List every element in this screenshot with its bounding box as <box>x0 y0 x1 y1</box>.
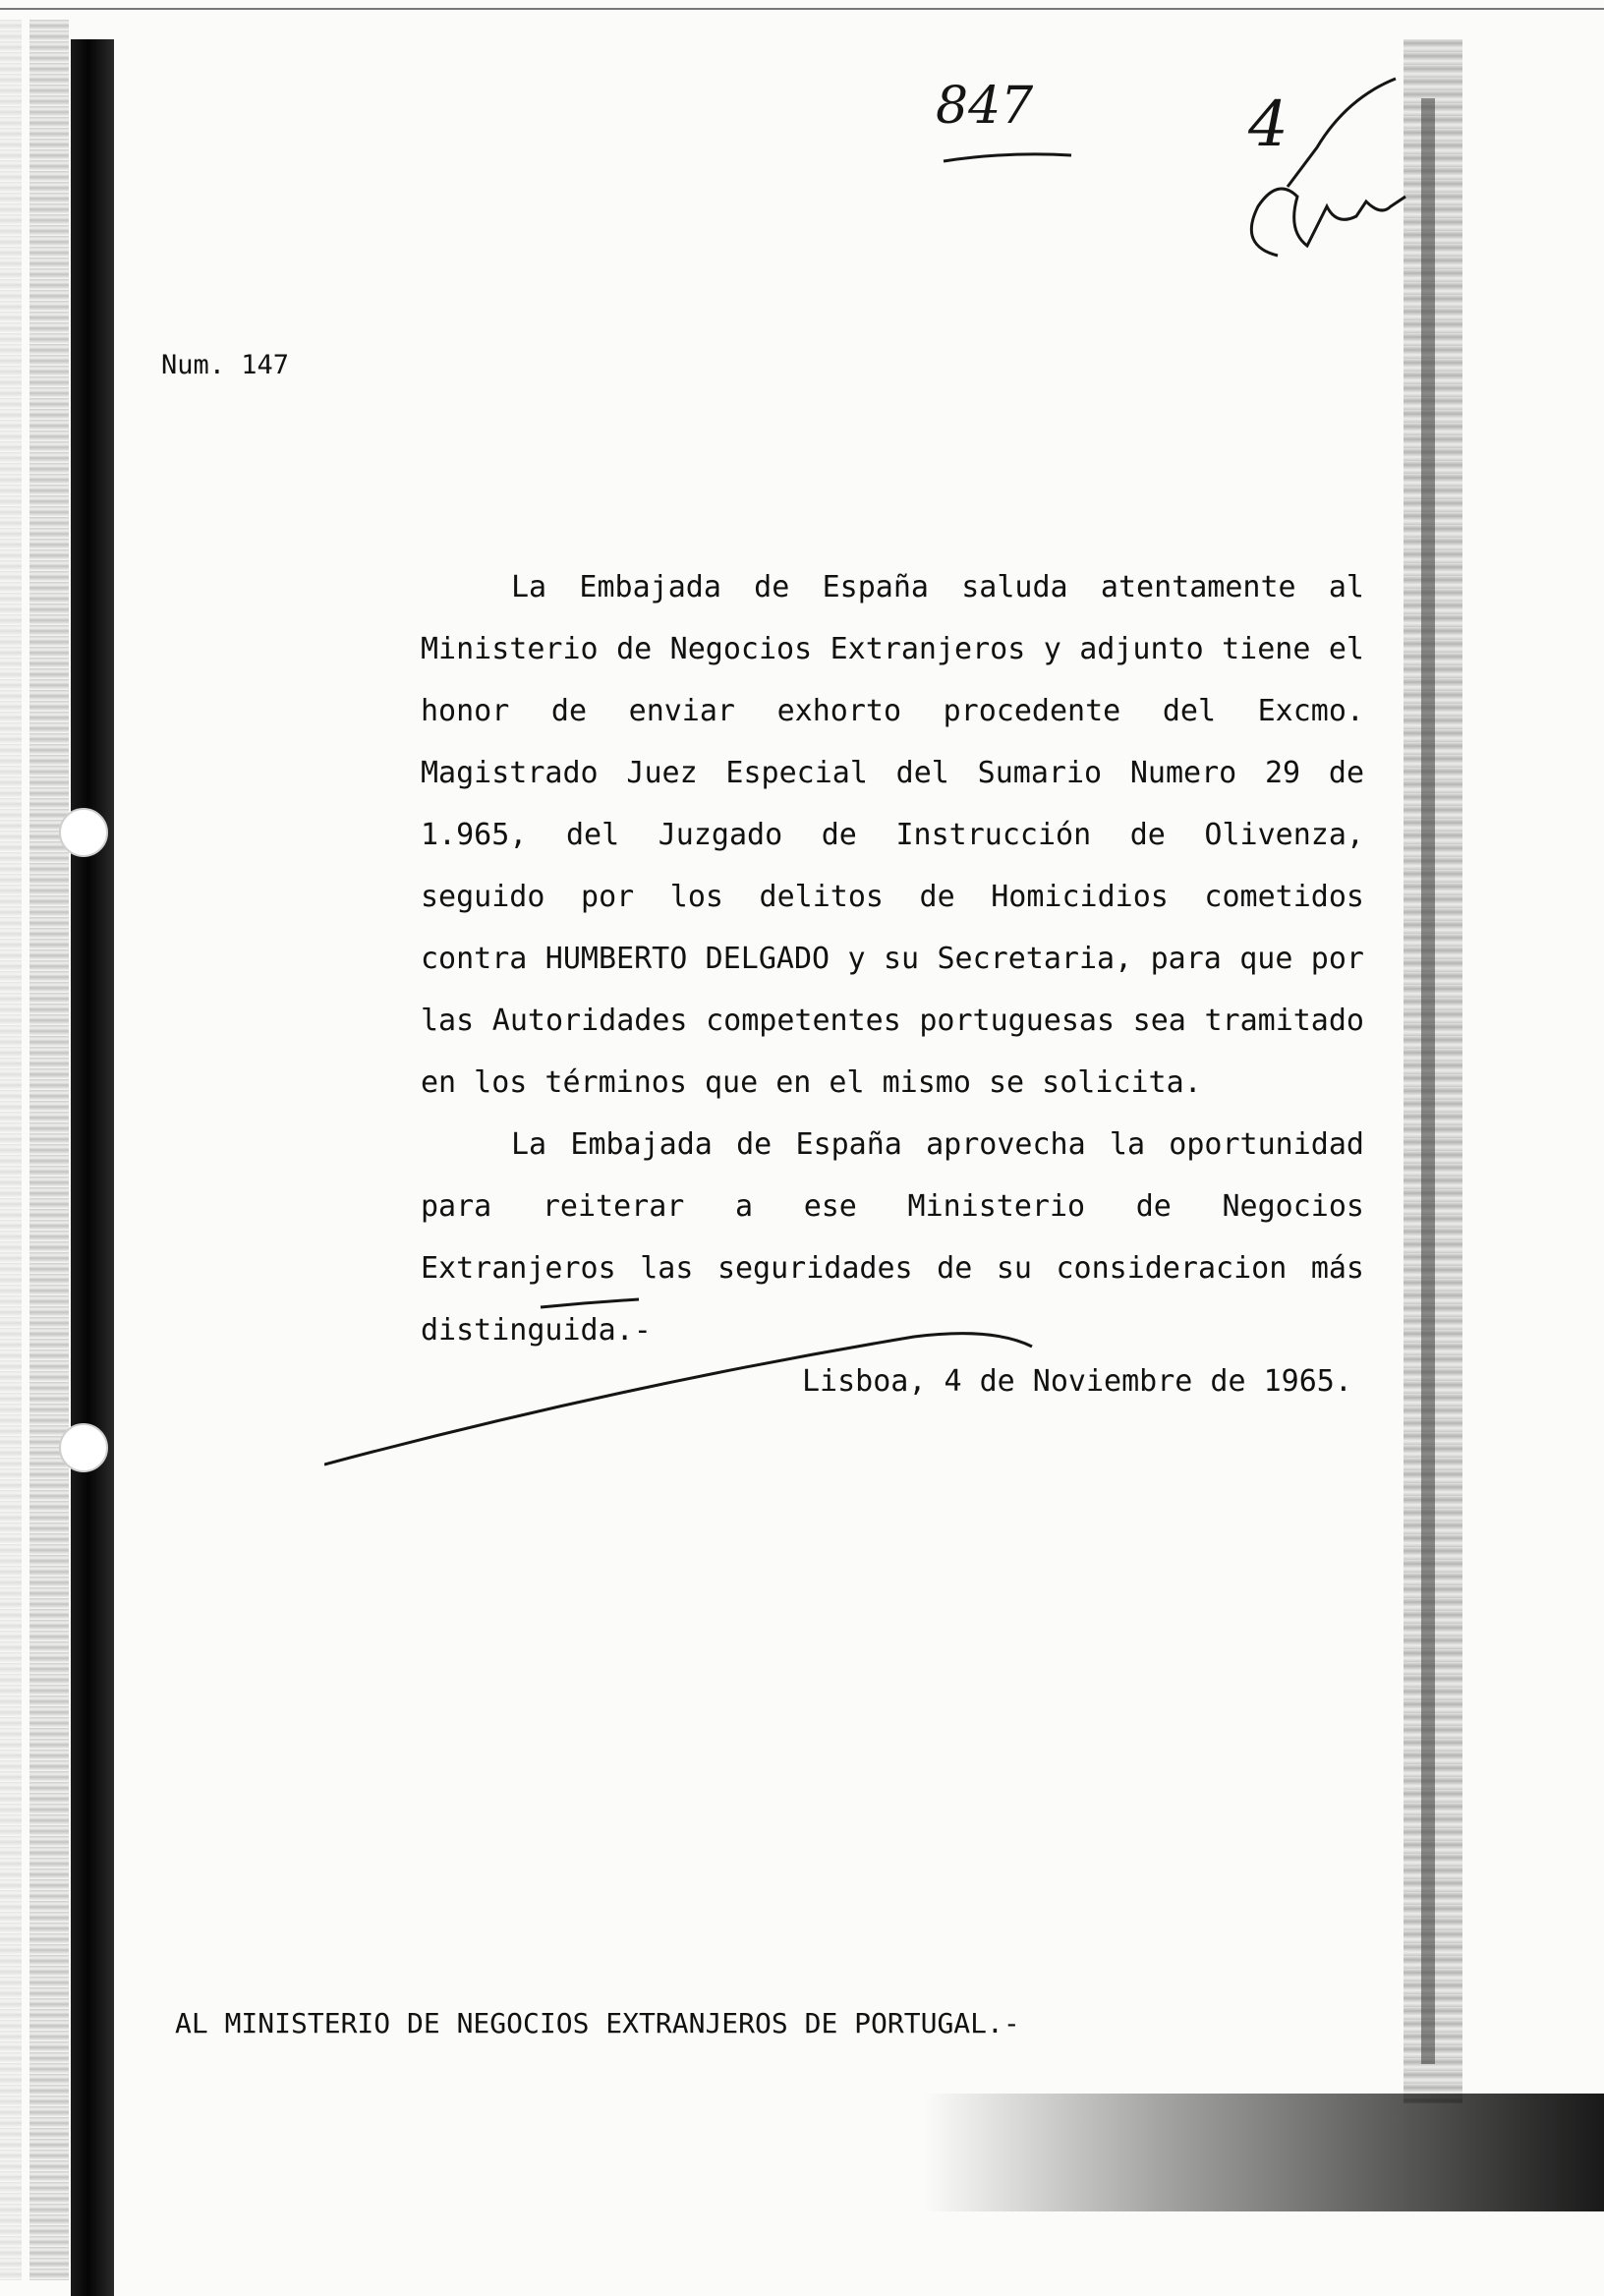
handwritten-folio-number: 847 <box>936 77 1034 136</box>
punch-hole-top <box>59 808 108 857</box>
binding-strip <box>71 39 114 2296</box>
binding-speckle <box>29 20 69 2280</box>
corner-mark-number: 4 <box>1248 88 1289 161</box>
letter-body <box>421 556 1364 1361</box>
place-and-date: Lisboa, 4 de Noviembre de 1965. <box>802 1364 1352 1399</box>
folio-underline <box>939 147 1076 167</box>
binding-speckle-left <box>0 20 22 2280</box>
bottom-corner-shadow <box>924 2094 1604 2211</box>
addressee-line: AL MINISTERIO DE NEGOCIOS EXTRANJEROS DE PORTUGAL.- <box>175 2007 1020 2039</box>
top-border <box>0 8 1604 10</box>
handwritten-corner-mark <box>1219 59 1415 275</box>
right-edge-fold <box>1421 98 1435 2064</box>
corner-scribble-icon <box>1219 59 1415 275</box>
reference-number: Num. 147 <box>161 350 290 380</box>
punch-hole-bottom <box>59 1423 108 1472</box>
paragraph-1: La Embajada de España saluda atentamente al Ministerio de Negocios Extranjeros y adjunto tiene el honor de enviar exhorto procedente del Excmo. Magistrado Juez Especial del Sumario Numero 29 de 1.965, del Juzgado de Instrucción de Olivenza, seguido por los delitos de Homicidios cometidos contra HUMBERTO DELGADO y su Secretaria, para que por las Autoridades competentes portuguesas sea tramitado en los términos que en el mismo se solicita. <box>421 570 1364 1100</box>
paragraph-2: La Embajada de España aprovecha la oportunidad para reiterar a ese Ministerio de Negocios Extranjeros las seguridades de su consideracion más distinguida.- <box>421 1127 1364 1348</box>
